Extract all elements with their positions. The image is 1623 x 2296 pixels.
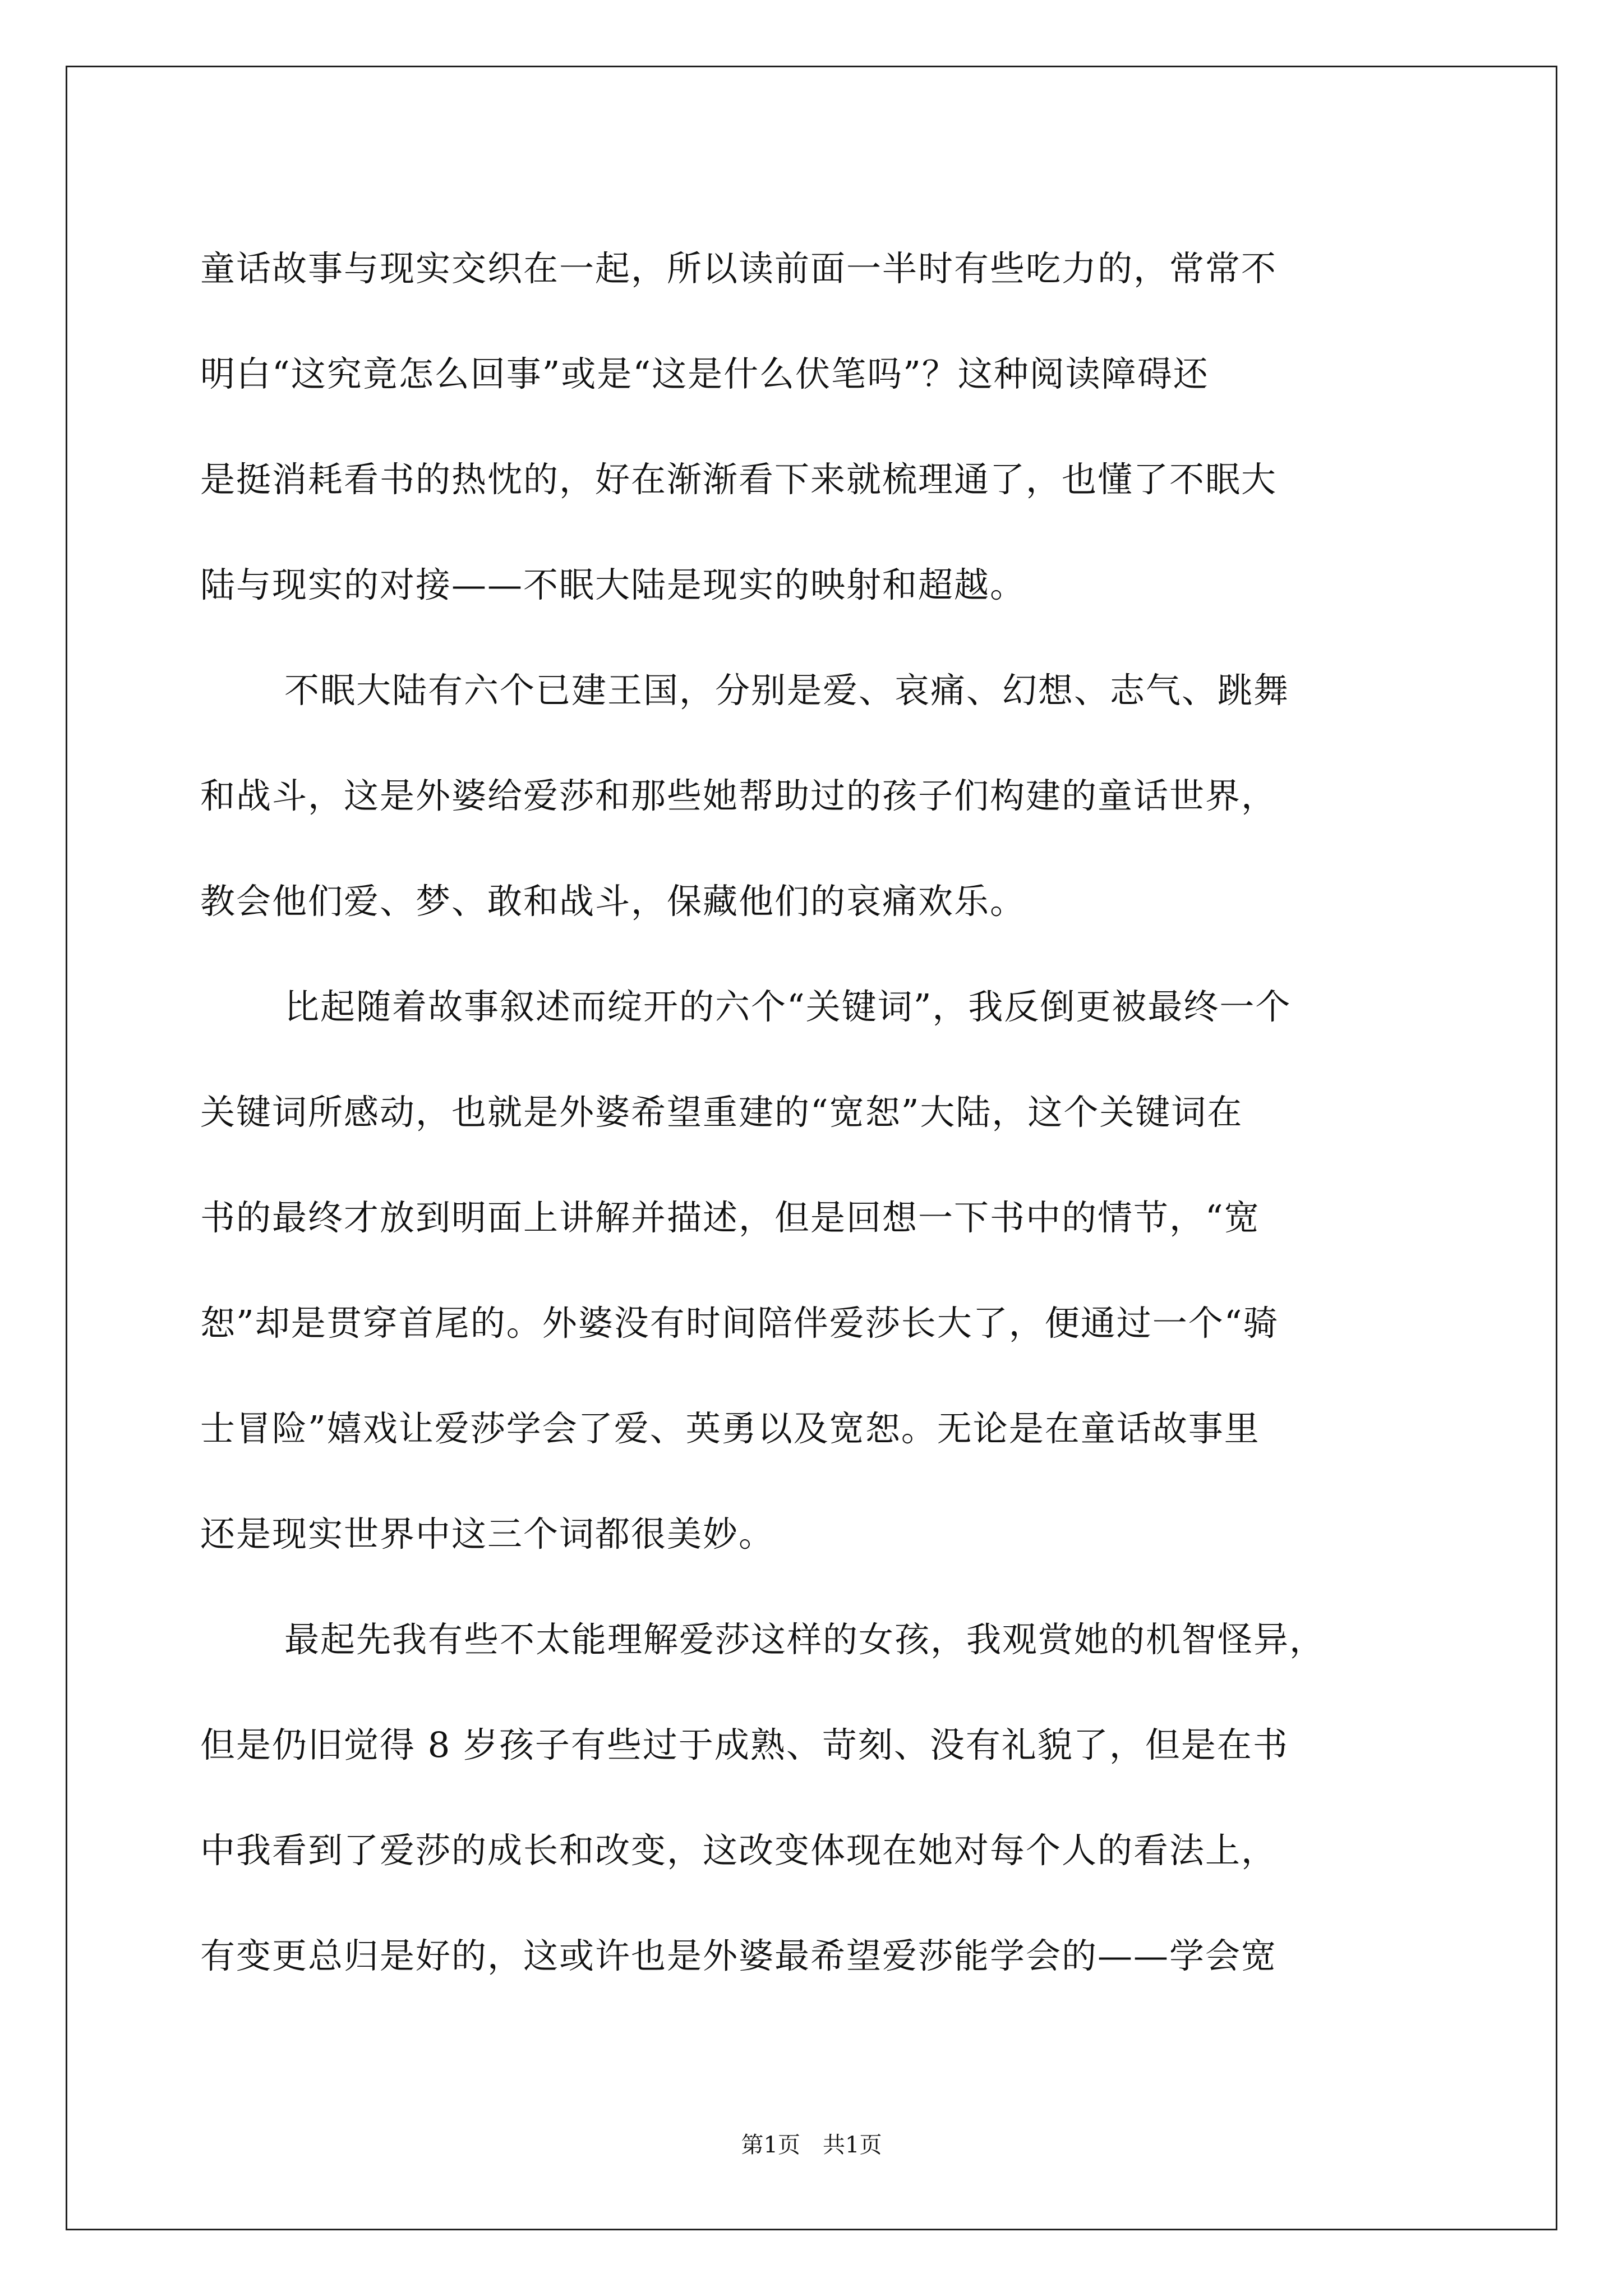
paragraph-start-line: 最起先我有些不太能理解爱莎这样的女孩，我观赏她的机智怪异， — [284, 1619, 1326, 1660]
text-line: 和战斗，这是外婆给爱莎和那些她帮助过的孩子们构建的童话世界， — [200, 775, 1278, 816]
text-line: 书的最终才放到明面上讲解并描述，但是回想一下书中的情节，“宽 — [200, 1197, 1260, 1238]
page-number-total: 共1页 — [823, 2132, 882, 2158]
page-number-current: 第1页 — [741, 2132, 800, 2158]
text-line: 关键词所感动，也就是外婆希望重建的“宽恕”大陆，这个关键词在 — [200, 1092, 1243, 1133]
text-line: 中我看到了爱莎的成长和改变，这改变体现在她对每个人的看法上， — [200, 1830, 1278, 1871]
text-line: 但是仍旧觉得 8 岁孩子有些过于成熟、苛刻、没有礼貌了，但是在书 — [200, 1724, 1289, 1765]
paragraph-start-line: 不眠大陆有六个已建王国，分别是爱、哀痛、幻想、志气、跳舞 — [284, 670, 1290, 711]
text-line: 教会他们爱、梦、敢和战斗，保藏他们的哀痛欢乐。 — [200, 881, 1026, 922]
text-line: 是挺消耗看书的热忱的，好在渐渐看下来就梳理通了，也懂了不眠大 — [200, 459, 1278, 500]
text-line: 明白“这究竟怎么回事”或是“这是什么伏笔吗”？这种阅读障碍还 — [200, 353, 1209, 394]
page-footer — [0, 2127, 1623, 2159]
paragraph-start-line: 比起随着故事叙述而绽开的六个“关键词”，我反倒更被最终一个 — [284, 986, 1292, 1027]
text-line: 有变更总归是好的，这或许也是外婆最希望爱莎能学会的——学会宽 — [200, 1935, 1278, 1976]
text-line: 童话故事与现实交织在一起，所以读前面一半时有些吃力的，常常不 — [200, 248, 1278, 289]
document-body — [200, 216, 1434, 2009]
text-line: 还是现实世界中这三个词都很美妙。 — [200, 1513, 775, 1554]
text-line: 士冒险”嬉戏让爱莎学会了爱、英勇以及宽恕。无论是在童话故事里 — [200, 1408, 1260, 1449]
text-line: 恕”却是贯穿首尾的。外婆没有时间陪伴爱莎长大了，便通过一个“骑 — [200, 1303, 1279, 1343]
text-line: 陆与现实的对接——不眠大陆是现实的映射和超越。 — [200, 564, 1026, 605]
